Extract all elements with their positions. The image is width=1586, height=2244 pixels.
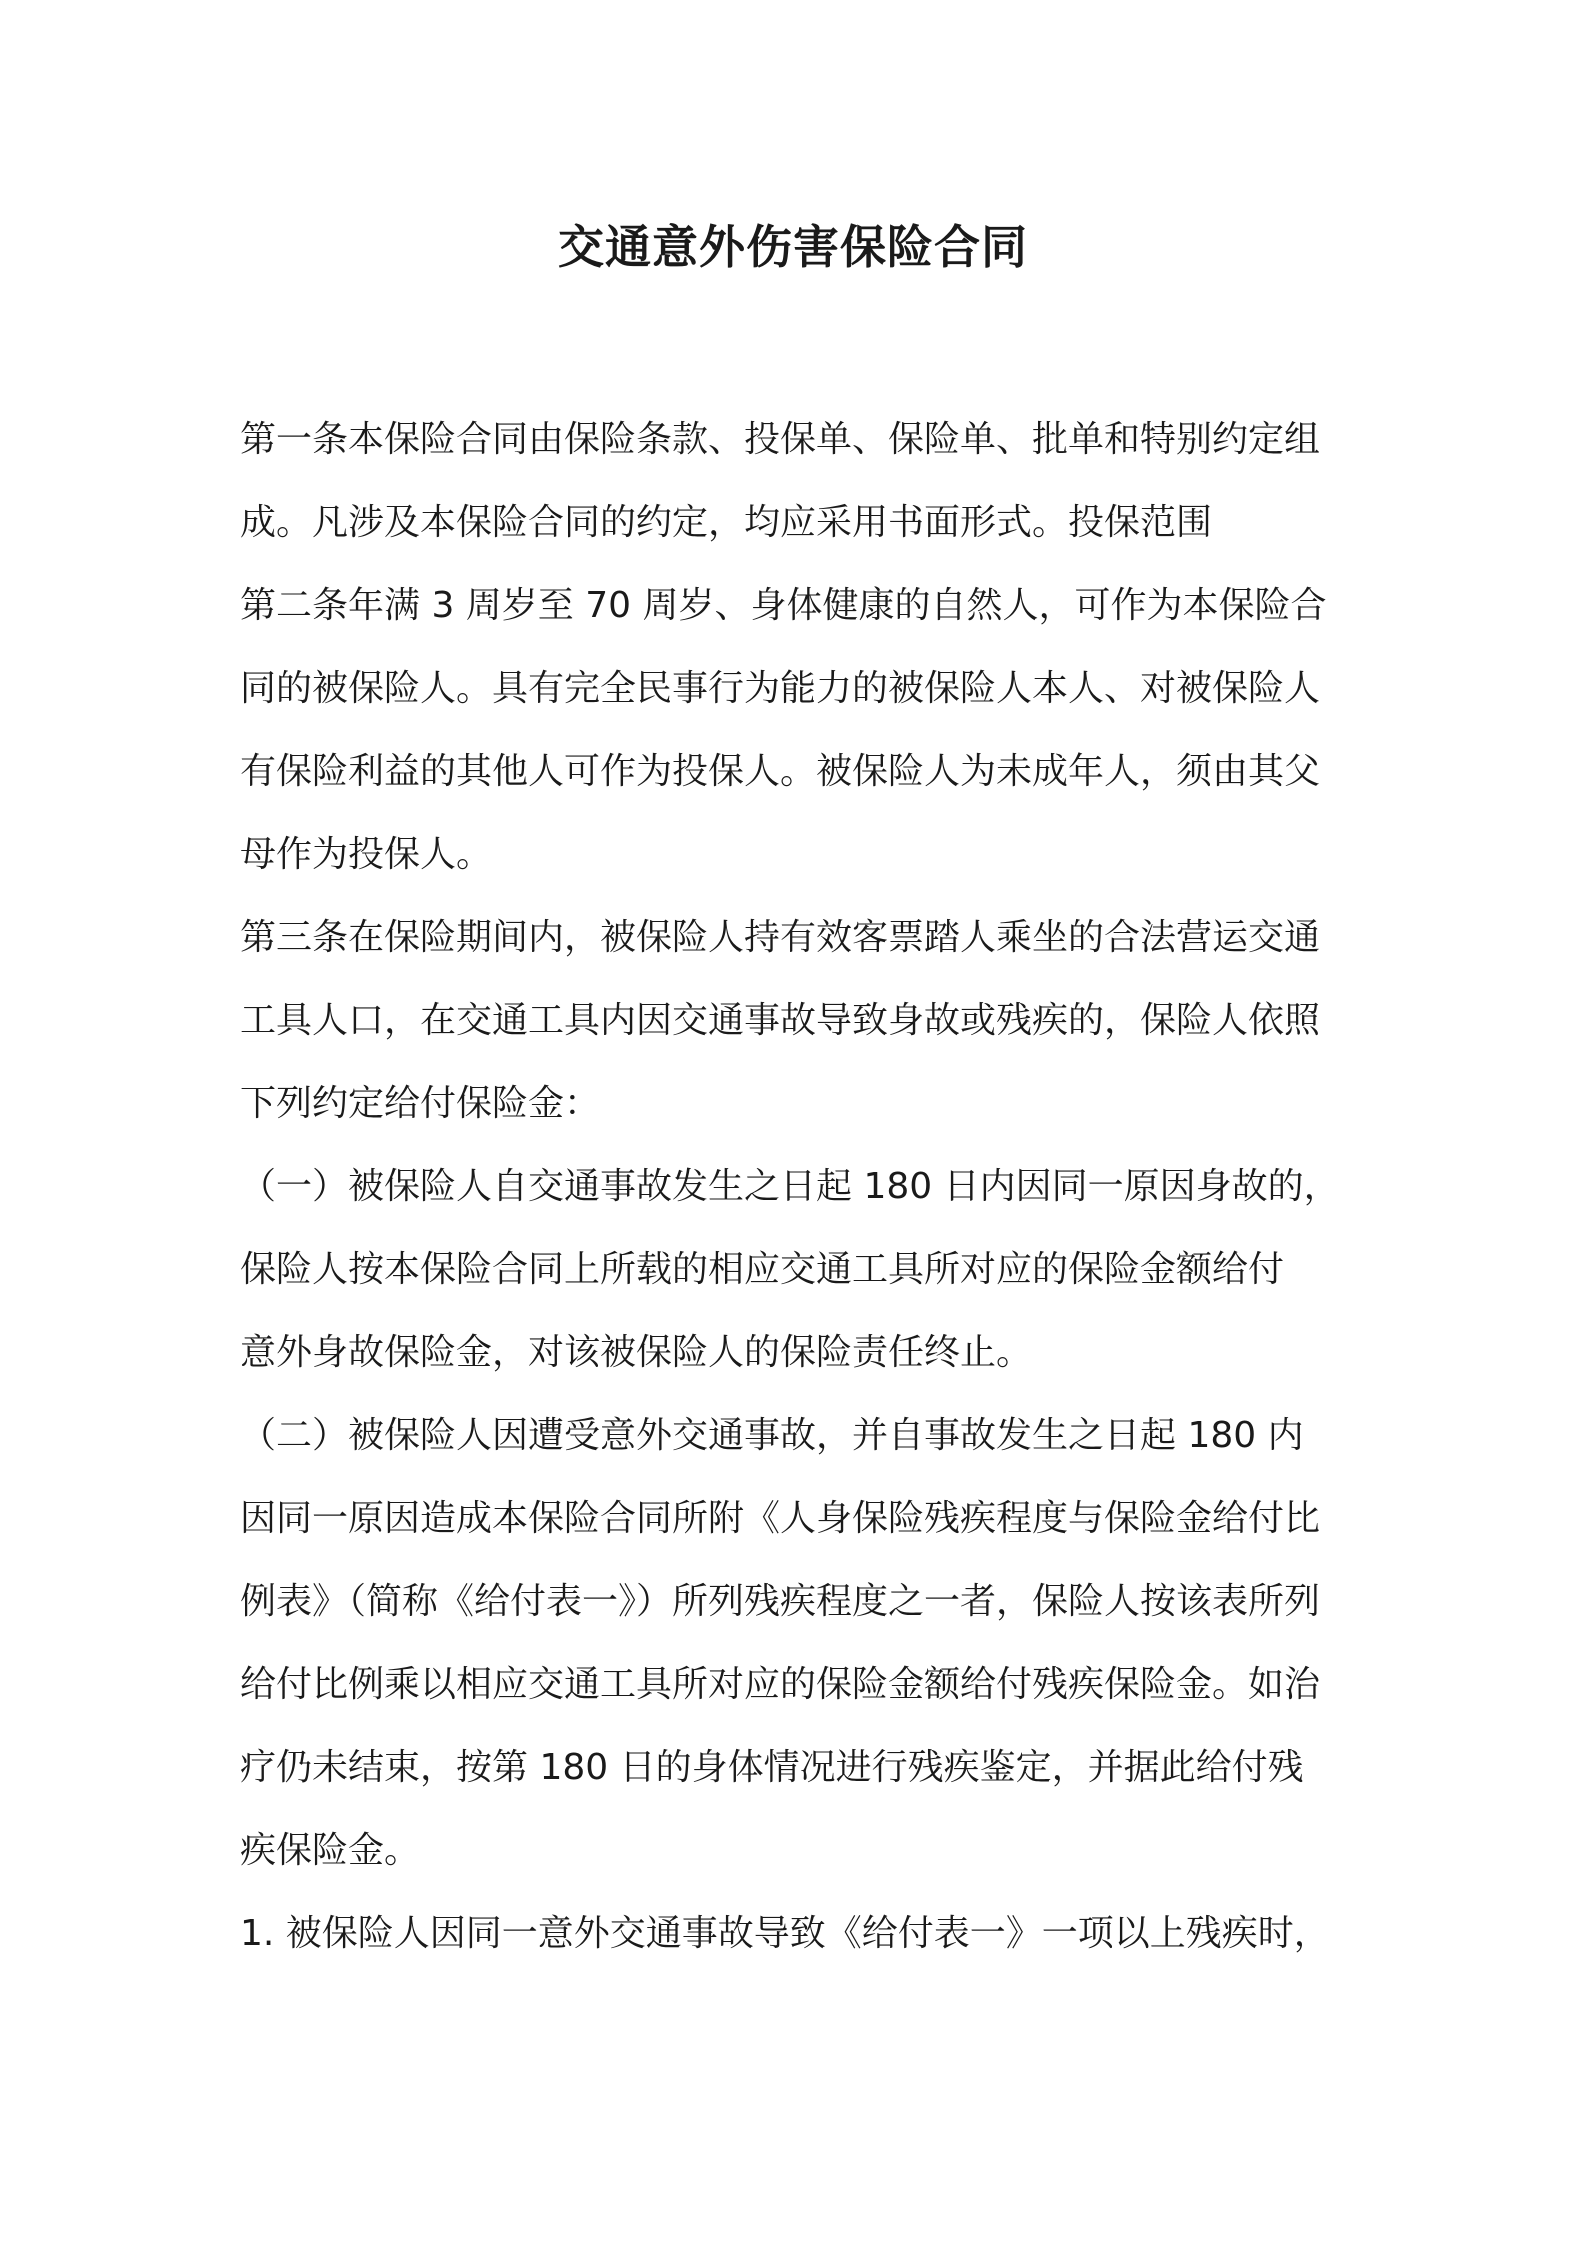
text-line: 工具人口，在交通工具内因交通事故导致身故或残疾的，保险人依照 [240,1000,1321,1041]
text-line: 第一条本保险合同由保险条款、投保单、保险单、批单和特别约定组 [240,419,1321,460]
text-line: 下列约定给付保险金： [240,1083,601,1124]
text-line: 1. 被保险人因同一意外交通事故导致《给付表一》一项以上残疾时， [240,1913,1330,1954]
text-line: 同的被保险人。具有完全民事行为能力的被保险人本人、对被保险人 [240,668,1321,709]
text-line: 第三条在保险期间内，被保险人持有效客票踏人乘坐的合法营运交通 [240,917,1321,958]
text-line: 意外身故保险金，对该被保险人的保险责任终止。 [240,1332,1033,1373]
text-line: （一）被保险人自交通事故发生之日起 180 日内因同一原因身故的， [240,1166,1340,1207]
document-title: 交通意外伤害保险合同 [558,220,1028,274]
text-line: 疾保险金。 [240,1830,421,1871]
text-line: 因同一原因造成本保险合同所附《人身保险残疾程度与保险金给付比 [240,1498,1321,1539]
document-body [240,398,1370,1975]
text-line: 给付比例乘以相应交通工具所对应的保险金额给付残疾保险金。如治 [240,1664,1321,1705]
text-line: 保险人按本保险合同上所载的相应交通工具所对应的保险金额给付 [240,1249,1285,1290]
text-line: 疗仍未结束，按第 180 日的身体情况进行残疾鉴定，并据此给付残 [240,1747,1304,1788]
text-line: 母作为投保人。 [240,834,493,875]
text-line: 第二条年满 3 周岁至 70 周岁、身体健康的自然人，可作为本保险合 [240,585,1327,626]
text-line: 例表》（简称《给付表一》）所列残疾程度之一者，保险人按该表所列 [240,1581,1321,1622]
text-line: 成。凡涉及本保险合同的约定，均应采用书面形式。投保范围 [240,502,1213,543]
text-line: 有保险利益的其他人可作为投保人。被保险人为未成年人，须由其父 [240,751,1321,792]
text-line: （二）被保险人因遭受意外交通事故，并自事故发生之日起 180 内 [240,1415,1304,1456]
